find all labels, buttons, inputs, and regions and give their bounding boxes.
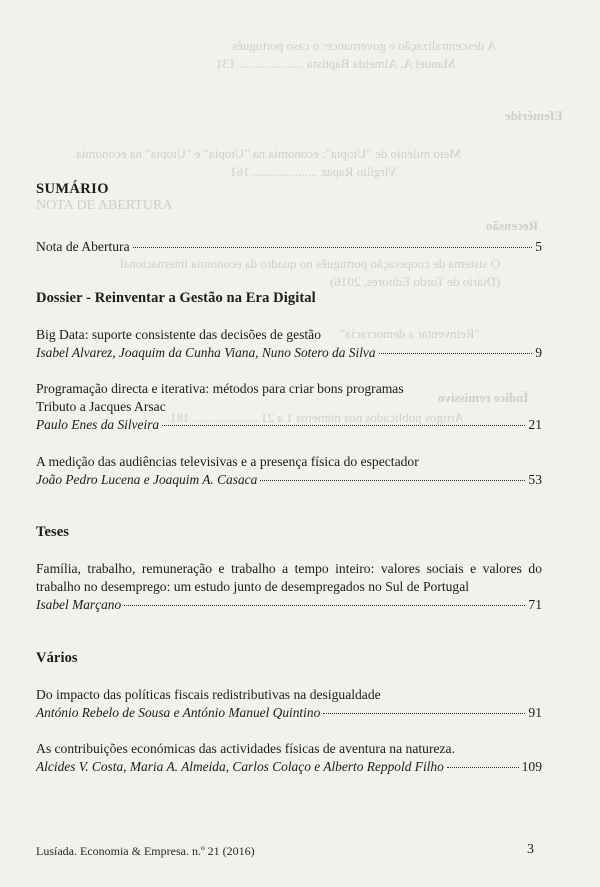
- toc-entry[interactable]: [36, 453, 542, 489]
- toc-entry-intro[interactable]: [36, 238, 542, 256]
- entry-authors: Paulo Enes da Silveira: [36, 417, 160, 432]
- page-number: 53: [528, 472, 542, 487]
- entry-title: Programação directa e iterativa: métodos para criar bons programas: [36, 381, 404, 396]
- entry-title: Tributo a Jacques Arsac: [36, 399, 166, 414]
- bleed-through-line: Manuel A. Almeida Baptista .................... 131: [216, 56, 456, 71]
- toc-entry[interactable]: [36, 326, 542, 362]
- page-folio: 3: [527, 842, 534, 857]
- entry-authors: Isabel Alvarez, Joaquim da Cunha Viana, Nuno Sotero da Silva: [36, 345, 376, 360]
- page-number: 5: [535, 239, 542, 254]
- entry-authors: João Pedro Lucena e Joaquim A. Casaca: [36, 472, 258, 487]
- toc-entry[interactable]: [36, 560, 542, 614]
- page-number: 91: [528, 705, 542, 720]
- dot-leader: [447, 767, 519, 768]
- toc-entry[interactable]: [36, 740, 542, 776]
- section-heading-varios: Vários: [36, 650, 78, 666]
- bleed-through-line: "Reinventar a democracia": [340, 326, 480, 341]
- bleed-through-line: Recensão: [486, 218, 538, 233]
- page-number: 109: [521, 759, 542, 774]
- dot-leader: [162, 425, 525, 426]
- bleed-through-line: Artigos publicados nos números 1 a 21 .................... 181: [170, 410, 464, 425]
- bleed-through-line: A descentralização e governance: o caso português: [232, 38, 497, 53]
- section-heading-dossier: Dossier - Reinventar a Gestão na Era Digital: [36, 290, 316, 306]
- toc-entry[interactable]: [36, 686, 542, 722]
- dot-leader: [323, 713, 525, 714]
- bleed-through-line: Virgílio Rapaz .................... 161: [230, 164, 397, 179]
- page-number: 71: [528, 597, 542, 612]
- dot-leader: [260, 480, 525, 481]
- dot-leader: [379, 353, 533, 354]
- page-number: 9: [535, 345, 542, 360]
- entry-title: Nota de Abertura: [36, 239, 130, 254]
- bleed-through-line: (Diário de Tordo Editores, 2016): [330, 274, 501, 289]
- bleed-through-line: Efeméride: [505, 108, 563, 123]
- dot-leader: [133, 247, 533, 248]
- running-footer: Lusíada. Economia & Empresa. n.º 21 (2016): [36, 844, 255, 858]
- page-title: SUMÁRIO: [36, 181, 109, 197]
- entry-authors: Alcides V. Costa, Maria A. Almeida, Carlos Colaço e Alberto Reppold Filho: [36, 759, 444, 774]
- entry-title: Do impacto das políticas fiscais redistributivas na desigualdade: [36, 687, 381, 702]
- bleed-through-line: Meio milénio de "Utopia": economia na "Utopia" e "Utopia" na economia: [76, 146, 461, 161]
- entry-title: Big Data: suporte consistente das decisões de gestão: [36, 327, 322, 342]
- dot-leader: [124, 605, 525, 606]
- entry-authors: Isabel Marçano: [36, 597, 122, 612]
- entry-title: A medição das audiências televisivas e a presença física do espectador: [36, 454, 419, 469]
- entry-authors: António Rebelo de Sousa e António Manuel Quintino: [36, 705, 321, 720]
- entry-title: As contribuições económicas das actividades físicas de aventura na natureza.: [36, 741, 455, 756]
- bleed-through-line: NOTA DE ABERTURA: [36, 198, 173, 213]
- toc-entry[interactable]: [36, 380, 542, 434]
- section-heading-teses: Teses: [36, 524, 69, 540]
- entry-title: Família, trabalho, remuneração e trabalho a tempo inteiro: valores sociais e valores do trabalho no desemprego: um estudo junto de desempregados no Sul de Portugal: [36, 561, 542, 594]
- page-number: 21: [528, 417, 542, 432]
- bleed-through-line: Índice remissivo: [438, 390, 529, 405]
- bleed-through-line: O sistema de cooperação português no quadro da economia internacional: [120, 256, 501, 271]
